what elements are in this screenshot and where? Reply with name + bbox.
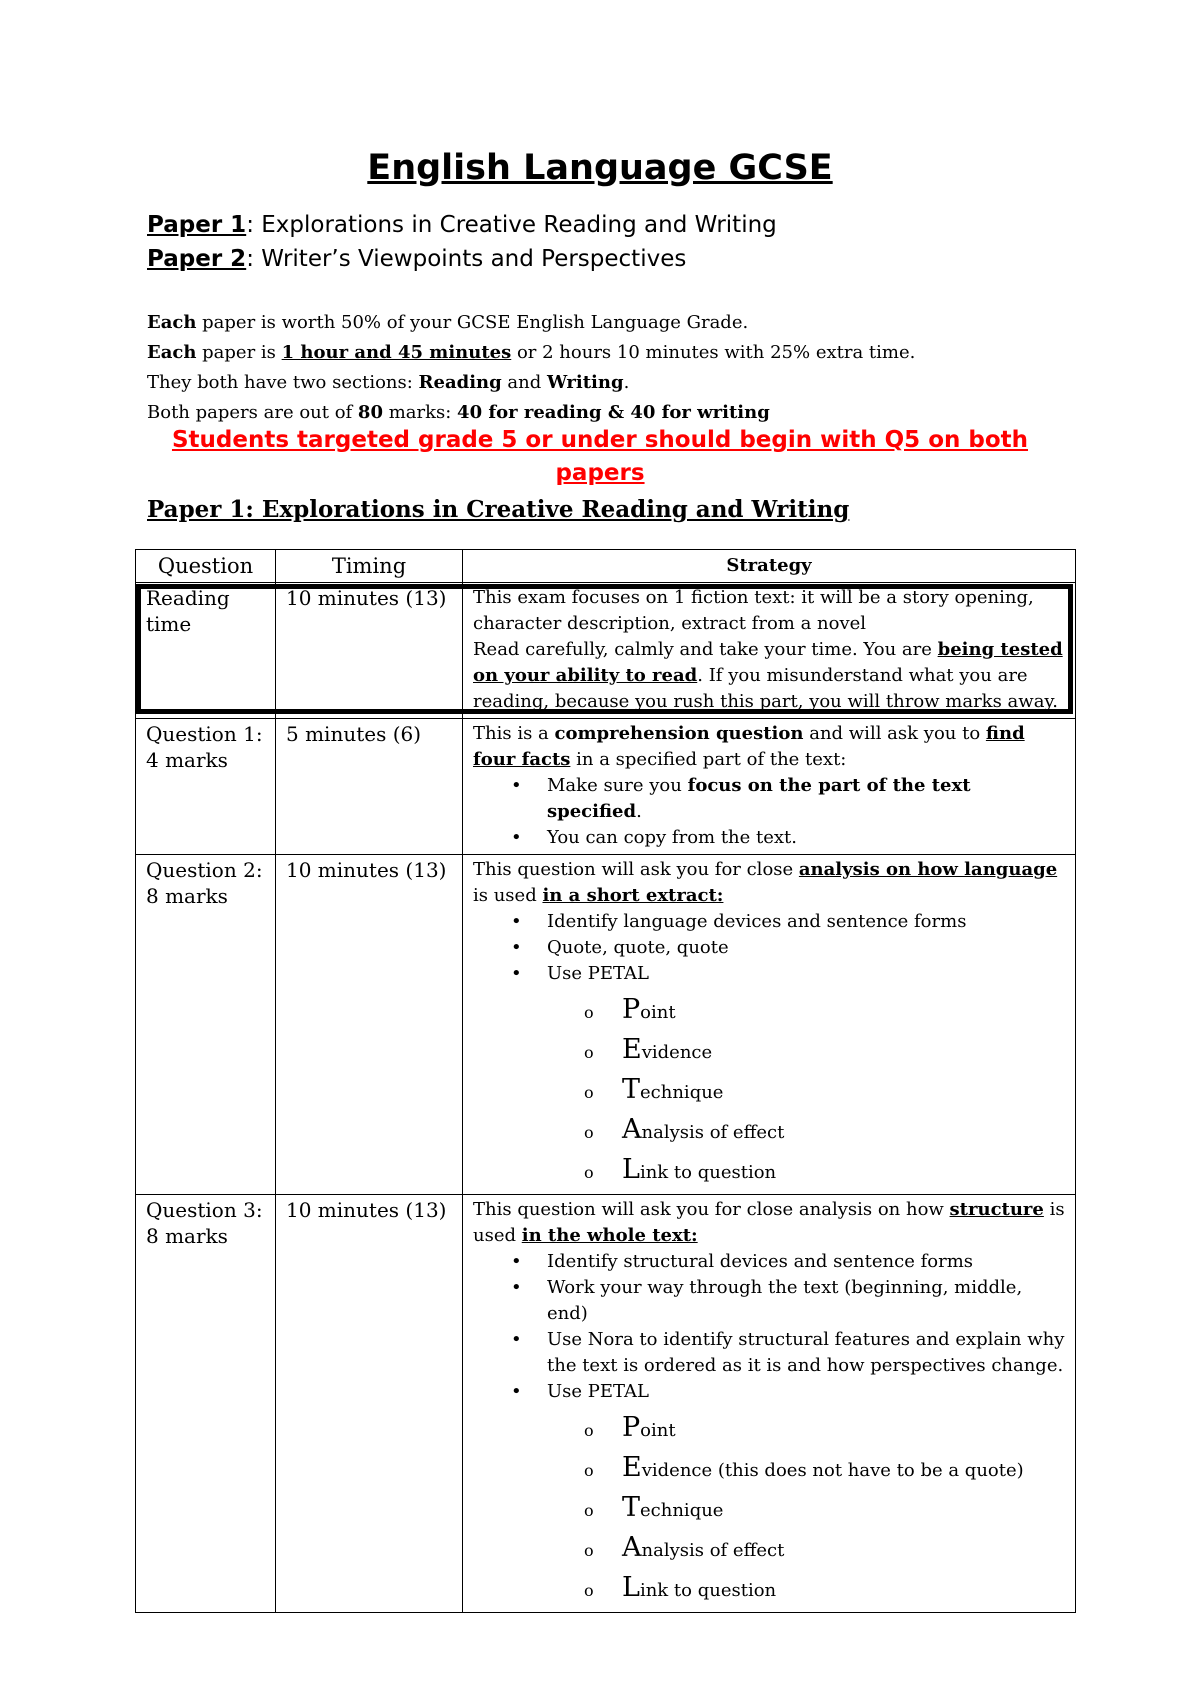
emphasis: focus on the part of the text specified xyxy=(547,775,971,822)
info-text: paper is xyxy=(196,342,282,363)
paper-2-label: Paper 2 xyxy=(147,246,247,272)
grade-5-alert: Students targeted grade 5 or under should begin with Q5 on both papers xyxy=(171,427,1029,486)
text: is used xyxy=(473,885,543,906)
info-text: marks: xyxy=(382,402,458,423)
petal-letter: L xyxy=(622,1572,640,1603)
strategy-text xyxy=(473,637,1066,715)
header-timing: Timing xyxy=(276,550,463,583)
petal-item xyxy=(622,1151,1066,1191)
strategy-cell xyxy=(463,719,1076,855)
strategy-text xyxy=(473,721,1066,773)
text: . If you misunderstand what you are reading, because you rush this part, you will throw marks away. xyxy=(473,665,1058,712)
petal-text: ink to question xyxy=(639,1162,777,1183)
info-text: or 2 hours 10 minutes with 25% extra time. xyxy=(511,342,916,363)
text: Read carefully, calmly and take your time. You are xyxy=(473,639,938,660)
info-line-duration xyxy=(147,341,915,365)
petal-item xyxy=(622,1409,1066,1449)
paper-1-name: : Explorations in Creative Reading and Writing xyxy=(246,212,777,238)
list-item: • Use PETAL xyxy=(547,961,1066,987)
petal-text: nalysis of effect xyxy=(641,1540,785,1561)
petal-item xyxy=(622,1031,1066,1071)
table-header-row xyxy=(136,550,1076,583)
table-row xyxy=(136,719,1076,855)
petal-list xyxy=(473,991,1066,1191)
text: . xyxy=(636,801,642,822)
strategy-text xyxy=(473,1197,1066,1249)
strategy-cell xyxy=(463,1195,1076,1613)
info-text: . xyxy=(623,372,630,393)
text: This question will ask you for close xyxy=(473,859,799,880)
emphasis: in the whole text: xyxy=(521,1225,698,1246)
info-line-sections xyxy=(147,371,629,395)
strategy-cell xyxy=(463,855,1076,1195)
text: is used xyxy=(473,1199,1065,1246)
info-line-marks xyxy=(147,401,770,425)
timing-cell: 10 minutes (13) xyxy=(276,583,463,719)
emphasis: find four facts xyxy=(473,723,1025,770)
text: and will ask you to xyxy=(803,723,986,744)
strategy-text: This exam focuses on 1 fiction text: it will be a story opening, character description, extract from a novel xyxy=(473,587,1034,634)
petal-item xyxy=(622,1529,1066,1569)
emphasis: comprehension question xyxy=(554,723,804,744)
list-item: • Use Nora to identify structural features and explain why the text is ordered as it is and how perspectives change. xyxy=(547,1327,1066,1379)
bullet-list xyxy=(473,1249,1066,1405)
paper-2-name: : Writer’s Viewpoints and Perspectives xyxy=(246,246,687,272)
bullet-list xyxy=(473,909,1066,987)
info-bold: Reading xyxy=(418,372,502,393)
emphasis: analysis on how language xyxy=(798,859,1058,880)
petal-item xyxy=(622,1449,1066,1489)
table-row xyxy=(136,583,1076,719)
petal-letter: T xyxy=(622,1074,641,1105)
petal-text: oint xyxy=(640,1420,676,1441)
info-text: and xyxy=(501,372,547,393)
list-item: • Use PETAL xyxy=(547,1379,1066,1405)
petal-letter: A xyxy=(622,1532,642,1563)
petal-item xyxy=(622,991,1066,1031)
text: Make sure you xyxy=(547,775,688,796)
petal-text: nalysis of effect xyxy=(641,1122,785,1143)
list-item: • Work your way through the text (beginning, middle, end) xyxy=(547,1275,1066,1327)
paper-1-line xyxy=(147,210,777,240)
info-bold: Each xyxy=(147,312,197,333)
bullet-list xyxy=(473,773,1066,851)
question-cell: Question 3: 8 marks xyxy=(136,1195,276,1613)
page-title: English Language GCSE xyxy=(367,148,833,188)
timing-cell: 10 minutes (13) xyxy=(276,855,463,1195)
strategy-text xyxy=(473,857,1066,909)
petal-text: echnique xyxy=(640,1082,724,1103)
info-bold: 80 xyxy=(357,402,383,423)
list-item xyxy=(547,773,1066,825)
petal-letter: A xyxy=(622,1114,642,1145)
strategy-table xyxy=(135,549,1076,1613)
text: in a specified part of the text: xyxy=(570,749,847,770)
text: This is a xyxy=(473,723,555,744)
header-question: Question xyxy=(136,550,276,583)
emphasis: being tested on your ability to read xyxy=(473,639,1063,686)
petal-letter: L xyxy=(622,1154,640,1185)
petal-item xyxy=(622,1569,1066,1609)
info-text: Both papers are out of xyxy=(147,402,358,423)
petal-text: ink to question xyxy=(639,1580,777,1601)
info-text: paper is worth 50% of your GCSE English Language Grade. xyxy=(196,312,749,333)
emphasis: in a short extract: xyxy=(542,885,724,906)
petal-letter: E xyxy=(622,1034,642,1065)
petal-letter: P xyxy=(622,1412,641,1443)
petal-item xyxy=(622,1111,1066,1151)
paper-2-line xyxy=(147,244,686,274)
info-line-worth xyxy=(147,311,748,335)
petal-item xyxy=(622,1489,1066,1529)
timing-cell: 5 minutes (6) xyxy=(276,719,463,855)
petal-item xyxy=(622,1071,1066,1111)
petal-text: vidence (this does not have to be a quote) xyxy=(641,1460,1024,1481)
strategy-cell xyxy=(463,583,1076,719)
info-text: They both have two sections: xyxy=(147,372,419,393)
emphasis: structure xyxy=(949,1199,1044,1220)
question-cell: Reading time xyxy=(136,583,276,719)
list-item: • Identify structural devices and sentence forms xyxy=(547,1249,1066,1275)
petal-list xyxy=(473,1409,1066,1609)
petal-text: vidence xyxy=(641,1042,713,1063)
petal-letter: P xyxy=(622,994,641,1025)
info-duration: 1 hour and 45 minutes xyxy=(281,342,512,363)
petal-letter: T xyxy=(622,1492,641,1523)
petal-text: echnique xyxy=(640,1500,724,1521)
table-row xyxy=(136,855,1076,1195)
header-strategy: Strategy xyxy=(463,550,1076,583)
text: This question will ask you for close analysis on how xyxy=(473,1199,950,1220)
timing-cell: 10 minutes (13) xyxy=(276,1195,463,1613)
list-item: • Quote, quote, quote xyxy=(547,935,1066,961)
list-item: • You can copy from the text. xyxy=(547,825,1066,851)
petal-text: oint xyxy=(640,1002,676,1023)
table-row xyxy=(136,1195,1076,1613)
question-cell: Question 1: 4 marks xyxy=(136,719,276,855)
petal-letter: E xyxy=(622,1452,642,1483)
section-heading: Paper 1: Explorations in Creative Reading and Writing xyxy=(147,496,850,523)
paper-1-label: Paper 1 xyxy=(147,212,247,238)
info-bold: Writing xyxy=(547,372,624,393)
list-item: • Identify language devices and sentence forms xyxy=(547,909,1066,935)
info-bold: Each xyxy=(147,342,197,363)
info-bold: 40 for reading & 40 for writing xyxy=(457,402,770,423)
question-cell: Question 2: 8 marks xyxy=(136,855,276,1195)
